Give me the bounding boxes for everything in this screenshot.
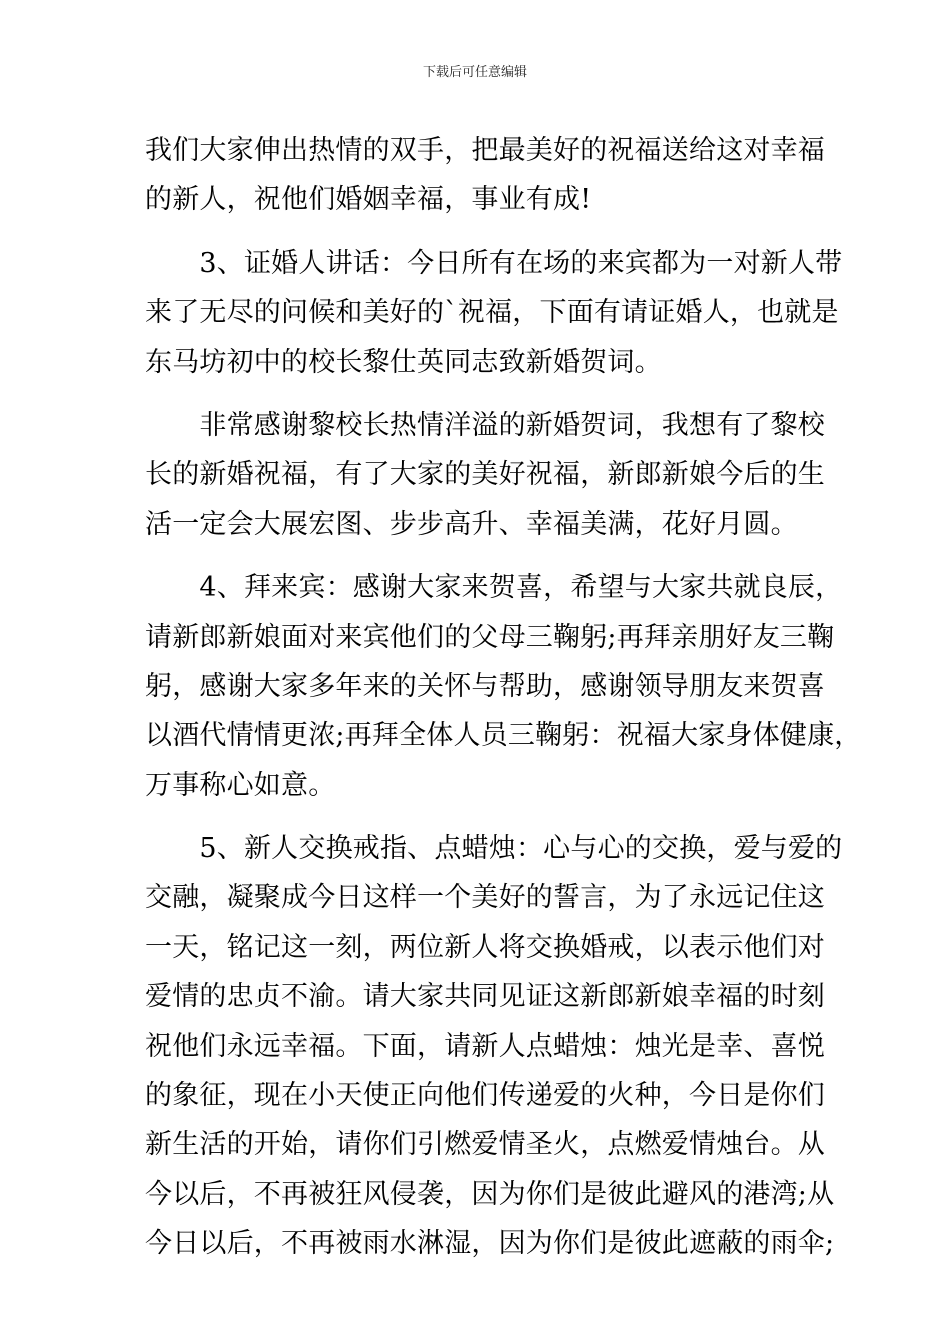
paragraph-1: [145, 126, 825, 225]
text-line: 今以后，不再被狂风侵袭，因为你们是彼此避风的港湾;从: [145, 1178, 835, 1210]
text-line: 的象征，现在小天使正向他们传递爱的火种，今日是你们: [145, 1080, 825, 1112]
text-line: 来了无尽的问候和美好的`祝福，下面有请证婚人，也就是: [145, 297, 839, 329]
text-line: 爱情的忠贞不渝。请大家共同见证这新郎新娘幸福的时刻: [145, 981, 825, 1013]
text-line: 4、拜来宾：感谢大家来贺喜，希望与大家共就良辰，: [145, 572, 843, 604]
text-line: 5、新人交换戒指、点蜡烛：心与心的交换，爱与爱的: [145, 833, 843, 865]
text-line: 新生活的开始，请你们引燃爱情圣火，点燃爱情烛台。从: [145, 1129, 825, 1161]
text-line: 祝他们永远幸福。下面，请新人点蜡烛：烛光是幸、喜悦: [145, 1030, 825, 1062]
page-header: 下载后可任意编辑: [422, 65, 527, 80]
text-line: 3、证婚人讲话：今日所有在场的来宾都为一对新人带: [145, 247, 843, 279]
paragraph-4: [145, 563, 862, 810]
text-line: 活一定会大展宏图、步步高升、幸福美满，花好月圆。: [145, 508, 798, 540]
text-line: 交融，凝聚成今日这样一个美好的誓言，为了永远记住这: [145, 882, 825, 914]
document-body: [145, 126, 862, 1269]
text-line: 我们大家伸出热情的双手，把最美好的祝福送给这对幸福: [145, 135, 825, 166]
text-line: 非常感谢黎校长热情洋溢的新婚贺词，我想有了黎校: [145, 409, 825, 441]
text-line: 的新人，祝他们婚姻幸福，事业有成!: [145, 184, 592, 216]
paragraph-3: [145, 401, 825, 549]
text-line: 万事称心如意。: [145, 769, 336, 801]
paragraph-2: [145, 239, 843, 387]
text-line: 请新郎新娘面对来宾他们的父母三鞠躬;再拜亲朋好友三鞠: [145, 621, 835, 653]
text-line: 长的新婚祝福，有了大家的美好祝福，新郎新娘今后的生: [145, 459, 825, 491]
text-line: 躬，感谢大家多年来的关怀与帮助，感谢领导朋友来贺喜: [145, 670, 825, 702]
text-line: 今日以后，不再被雨水淋湿，因为你们是彼此遮蔽的雨伞;: [145, 1228, 835, 1260]
text-line: 以酒代情情更浓;再拜全体人员三鞠躬：祝福大家身体健康，: [145, 720, 862, 752]
text-line: 东马坊初中的校长黎仕英同志致新婚贺词。: [145, 346, 662, 378]
text-line: 一天，铭记这一刻，两位新人将交换婚戒，以表示他们对: [145, 931, 825, 963]
paragraph-5: [145, 824, 843, 1269]
